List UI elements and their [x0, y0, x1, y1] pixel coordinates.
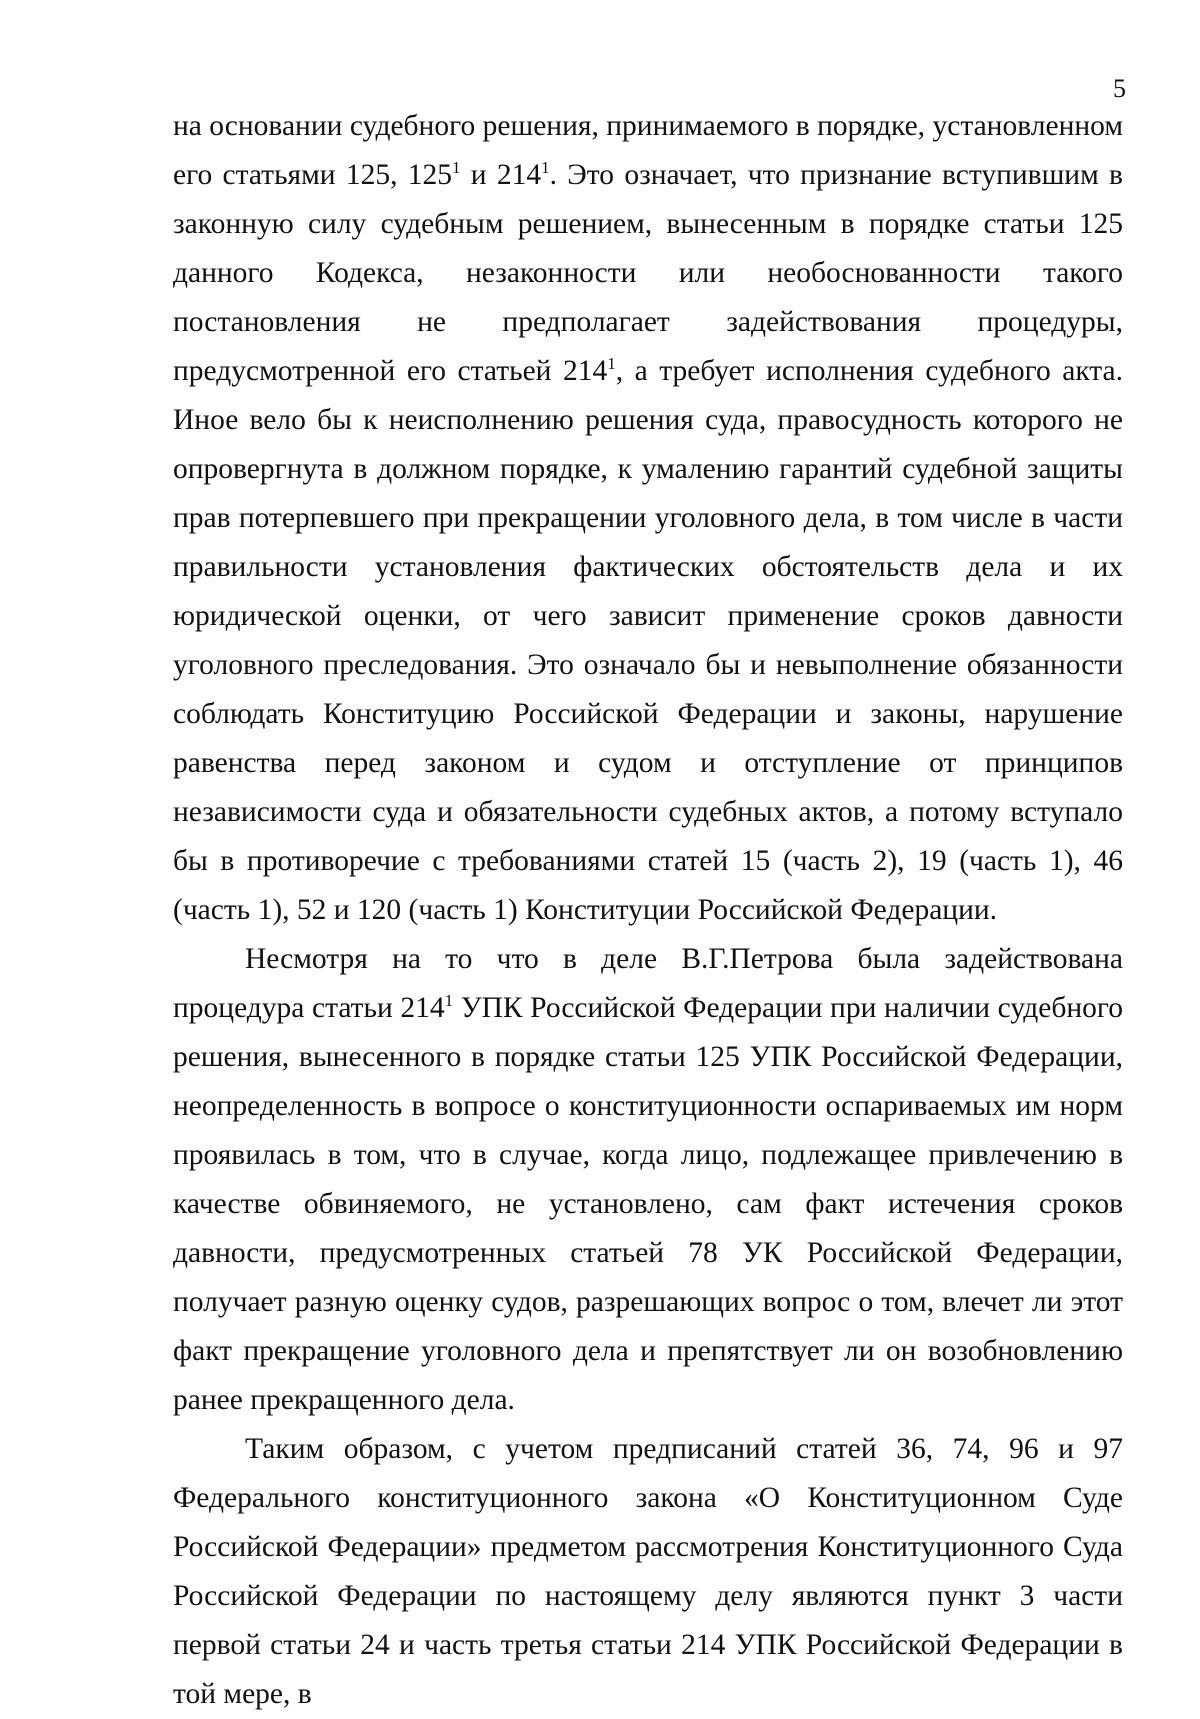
text-run: и 214 [460, 159, 542, 191]
text-run: на основании судебного решения, принимаемого в порядке, установленном его статьями 125, 125 [173, 110, 1123, 191]
superscript: 1 [444, 991, 454, 1010]
text-run: . Это означает, что признание вступившим в законную силу судебным решением, вынесенным в порядке статьи 125 данного Кодекса, незаконности или необоснованности такого постановления не предполагает задействования процедуры, предусмотренной его статьей 214 [173, 159, 1123, 387]
paragraph [173, 102, 1123, 935]
text-run: , а требует исполнения судебного акта. Иное вело бы к неисполнению решения суда, правосудность которого не опровергнута в должном порядке, к умалению гарантий судебной защиты прав потерпевшего при прекращении уголовного дела, в том числе в части правильности установления фактических обстоятельств дела и их юридической оценки, от чего зависит применение сроков давности уголовного преследования. Это означало бы и невыполнение обязанности соблюдать Конституцию Российской Федерации и законы, нарушение равенства перед законом и судом и отступление от принципов независимости суда и обязательности судебных актов, а потому вступало бы в противоречие с требованиями статей 15 (часть 2), 19 (часть 1), 46 (часть 1), 52 и 120 (часть 1) Конституции Российской Федерации. [173, 355, 1123, 926]
paragraph [173, 1425, 1123, 1719]
page-number: 5 [1113, 74, 1126, 103]
text-run: УПК Российской Федерации при наличии судебного решения, вынесенного в порядке статьи 125 УПК Российской Федерации, неопределенность в вопросе о конституционности оспариваемых им норм проявилась в том, что в случае, когда лицо, подлежащее привлечению в качестве обвиняемого, не установлено, сам факт истечения сроков давности, предусмотренных статьей 78 УК Российской Федерации, получает разную оценку судов, разрешающих вопрос о том, влечет ли этот факт прекращение уголовного дела и препятствует ли он возобновлению ранее прекращенного дела. [173, 992, 1123, 1416]
superscript: 1 [541, 158, 550, 177]
text-run: Несмотря на то что в деле В.Г.Петрова была задействована процедура статьи 214 [173, 943, 1123, 1024]
superscript: 1 [607, 354, 616, 373]
superscript: 1 [452, 158, 461, 177]
document-body [173, 102, 1123, 1719]
paragraph [173, 935, 1123, 1425]
text-run: Таким образом, с учетом предписаний статей 36, 74, 96 и 97 Федерального конституционного закона «О Конституционном Суде Российской Федерации» предметом рассмотрения Конституционного Суда Российской Федерации по настоящему делу являются пункт 3 части первой статьи 24 и часть третья статьи 214 УПК Российской Федерации в той мере, в [173, 1433, 1123, 1710]
